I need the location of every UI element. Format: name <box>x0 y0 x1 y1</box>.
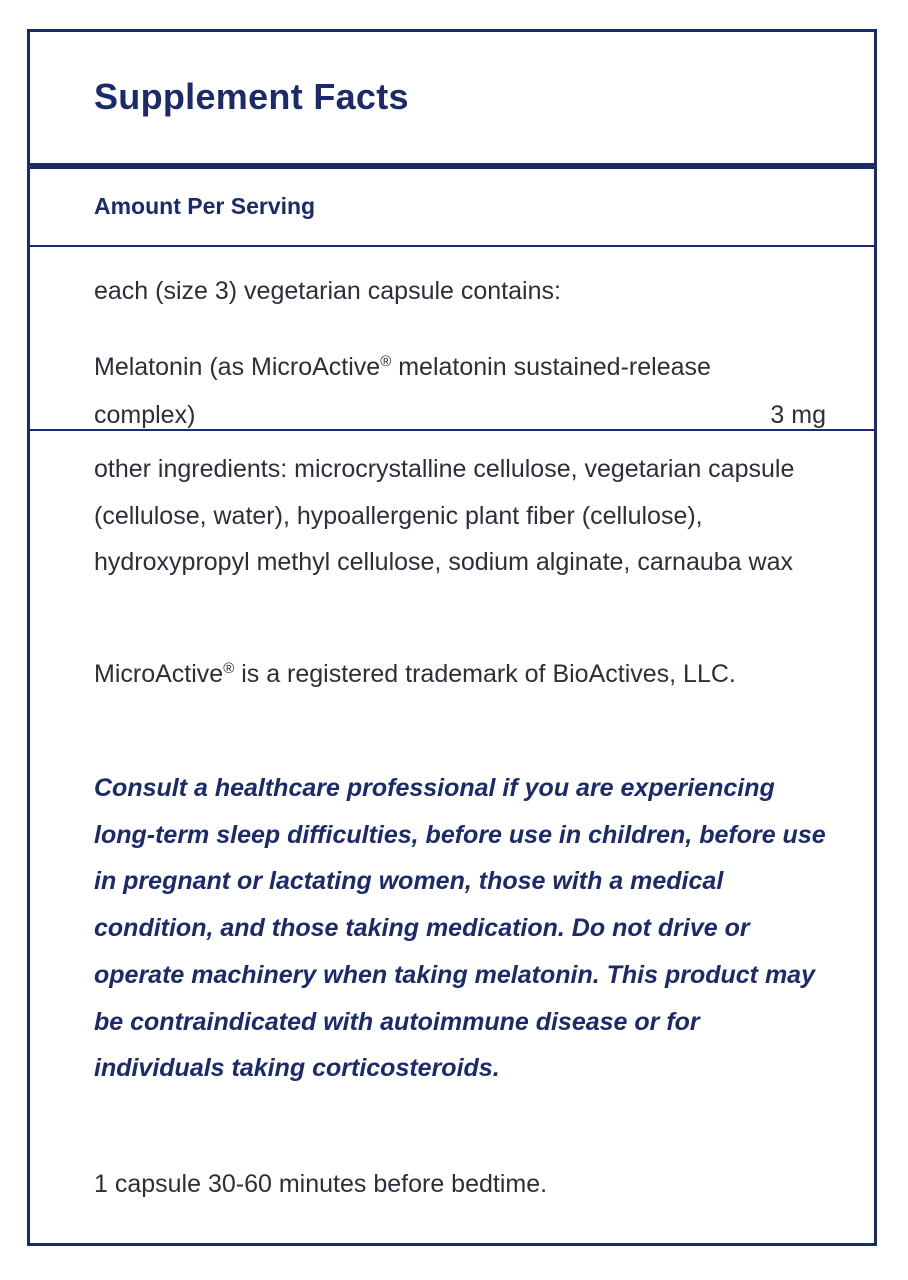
ingredient-amount: 3 mg <box>770 401 826 429</box>
dosage-directions: 1 capsule 30-60 minutes before bedtime. <box>94 1170 548 1198</box>
ingredient-name <box>94 343 754 439</box>
trademark-notice <box>94 651 834 698</box>
divider-after-ingredients <box>30 429 874 431</box>
registered-mark: ® <box>380 353 392 370</box>
panel-title: Supplement Facts <box>94 76 409 117</box>
ingredient-name-part-2: melatonin sustained-release complex) <box>94 353 711 429</box>
title-area <box>30 32 874 165</box>
serving-description: each (size 3) vegetarian capsule contains: <box>94 277 561 305</box>
other-ingredients: other ingredients: microcrystalline cellulose, vegetarian capsule (cellulose, water), hypoallergenic plant fiber (cellulose), hydroxypropyl methyl cellulose, sodium alginate, carnauba wax <box>94 455 795 576</box>
warning-text: Consult a healthcare professional if you are experiencing long-term sleep difficulties, before use in children, before use in pregnant or lactating women, those with a medical condition, and those taking medication. Do not drive or operate machinery when taking melatonin. This product may be contraindicated with autoimmune disease or for individuals taking corticosteroids. <box>94 774 826 1083</box>
thick-divider <box>30 163 874 169</box>
divider-after-amount-per-serving <box>30 245 874 247</box>
amount-per-serving-label: Amount Per Serving <box>94 193 316 219</box>
supplement-facts-panel <box>27 29 877 1246</box>
trademark-brand: MicroActive <box>94 660 224 688</box>
ingredient-name-part-1: Melatonin (as MicroActive <box>94 353 381 381</box>
registered-mark: ® <box>223 660 235 677</box>
trademark-text: is a registered trademark of BioActives, LLC. <box>234 660 736 688</box>
